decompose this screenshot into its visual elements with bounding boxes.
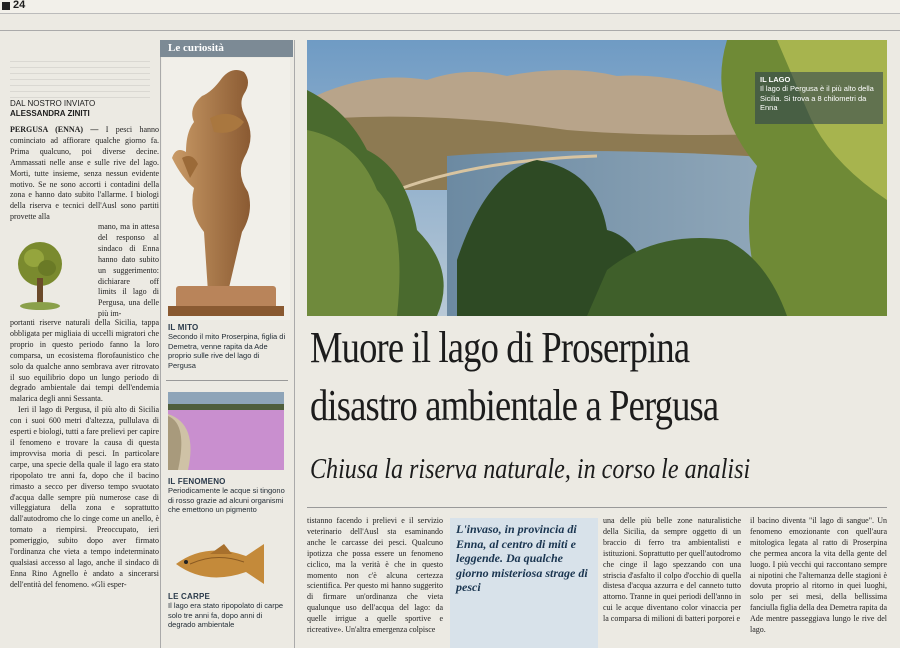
- sidebar-carpe-title: LE CARPE: [168, 592, 211, 601]
- page-header: [0, 0, 900, 14]
- photo-caption: [755, 72, 883, 124]
- photo-caption-title: IL LAGO: [760, 75, 791, 84]
- sidebar-carpe-text: Il lago era stato ripopolato di carpe solo tre anni fa, dopo anni di degrado ambientale: [168, 601, 284, 630]
- photo-caption-text: Il lago di Pergusa è il più alto della Sicilia. Si trova a 8 chilometri da Enna: [760, 84, 874, 112]
- page-number: 24: [13, 0, 26, 11]
- sidebar-fenomeno: [168, 477, 286, 515]
- article-col1-top: [10, 125, 159, 225]
- article-col1-wrap: [98, 222, 159, 320]
- article-paragraph: mano, ma in attesa del responso al sindaco di Enna hanno dato subito un suggerimento: dichiarare off limits il lago di Pergusa, una delle più im-: [98, 222, 159, 319]
- sidebar-title: Le curiosità: [160, 40, 293, 57]
- sidebar-mito: [168, 323, 286, 370]
- tree-icon: [14, 238, 66, 312]
- headline-rule: [307, 507, 887, 508]
- byline-role: DAL NOSTRO INVIATO: [10, 99, 96, 108]
- sidebar-fenomeno-text: Periodicamente le acque si tingono di rosso grazie ad alcuni organismi che emettono un pigmento: [168, 486, 285, 515]
- article-col2: tistanno facendo i prelievi e il servizio veterinario dell'Ausl sta esaminando anche le carcasse dei pesci. Qualcuno ipotizza che possa essere un fenomeno ciclico, ma la verità è che in questo momento non c'è alcuna certezza scientifica. Per questo mi hanno suggerito di firmare un'ordinanza che vieta qualunque uso dell'acqua del lago: da quelle irrigue a quelle sportive e ricreative». Un'altra emergenza colpisce: [307, 516, 443, 635]
- pink-lake-image: [168, 392, 284, 470]
- pull-quote: L'invaso, in provincia di Enna, al centro di miti e leggende. Da qualche giorno misteriosa strage di pesci: [456, 522, 588, 594]
- sidebar-carpe: [168, 592, 286, 630]
- byline-author: ALESSANDRA ZINITI: [10, 109, 90, 118]
- sidebar-divider: [294, 40, 295, 648]
- sidebar-fenomeno-title: IL FENOMENO: [168, 477, 226, 486]
- bleed-through: [10, 60, 150, 98]
- header-rule: [0, 30, 900, 31]
- article-paragraph: Ieri il lago di Pergusa, il più alto di Sicilia con i suoi 600 metri d'altezza, pullulava di esperti e biologi, tutti a fare prelievi per capire il fenomeno e trovare la causa di questa improvvisa moria di pesci. In particolare carpe, una specie della quale il lago era stato ripopolato tre anni fa, dopo che il bacino rimasto a secco per diverso tempo svuotato d'acqua dalle sempre più numerose case di villeggiatura della zona e soprattutto dall'autodromo che lo cinge come un anello, è tornato a riempirsi. Preoccupato, ieri pomeriggio, subito dopo aver firmato l'ordinanza che vieta a tempo indeterminato qualsiasi accesso al lago, anche il sindaco di Enna Rino Agnello è andato a sincerarsi dell'entità del fenomeno. «Gli esper-: [10, 405, 159, 589]
- dateline: PERGUSA (ENNA) —: [10, 125, 99, 134]
- sidebar-divider: [160, 40, 161, 648]
- sidebar-mito-text: Secondo il mito Proserpina, figlia di Demetra, venne rapita da Ade proprio sulle rive del lago di Pergusa: [168, 332, 286, 370]
- article-col1-bottom: [10, 318, 159, 638]
- statue-image: [162, 58, 290, 320]
- subheadline: Chiusa la riserva naturale, in corso le analisi: [310, 454, 751, 485]
- article-col4: il bacino diventa "il lago di sangue". Un fenomeno emozionante con quell'aura mitologica legata al ratto di Proserpina che permea ancora la vita della gente del luogo. I più vecchi qui raccontano sempre ai nipotini che l'alternanza delle stagioni è dovuta proprio al ritorno in quei luoghi, solo per sei mesi, della bellissima fanciulla figlia della dea Demetra rapita da Ade mentre passeggiava lungo le rive del lago.: [750, 516, 887, 635]
- article-paragraph: portanti riserve naturali della Sicilia, tappa obbligata per migliaia di uccelli migratori che proprio in questo periodo fanno la loro comparsa, un ecosistema florofaunistico che solo da qualche anno sembrava aver ritrovato il suo equilibrio dopo un lungo periodo di degrado ambientale dai tempi dell'endemia malarica degli anni Sessanta.: [10, 318, 159, 404]
- headline-line2: disastro ambientale a Pergusa: [310, 381, 719, 430]
- carp-icon: [170, 538, 274, 586]
- article-col3: una delle più belle zone naturalistiche della Sicilia, da sempre oggetto di un braccio di ferro tra ambientalisti e istituzioni. Soprattutto per quell'autodromo che cinge il lago spezzando con una striscia d'asfalto il colpo d'occhio di quella distesa d'acqua azzurra e del canneto tutto attorno. Tranne in quei periodi dell'anno in cui le acque diventano color vinaccia per la comparsa di milioni di batteri porporei e: [603, 516, 741, 624]
- sidebar-rule: [166, 380, 288, 381]
- headline-line1: Muore il lago di Proserpina: [310, 323, 690, 372]
- article-paragraph: I pesci hanno cominciato ad affiorare qualche giorno fa. Prima qualcuno, poi diverse decine. Ammassati nelle anse e sulle rive del lago. Morti, tutte insieme, senza nessun evidente motivo. Se ne sono accorti i contadini della zona e hanno dato subito l'allarme. I biologi della riserva e tecnici dell'Ausl sono partiti provette alla: [10, 125, 159, 222]
- sidebar-mito-title: IL MITO: [168, 323, 199, 332]
- byline: [10, 99, 160, 119]
- page-marker: [2, 2, 10, 10]
